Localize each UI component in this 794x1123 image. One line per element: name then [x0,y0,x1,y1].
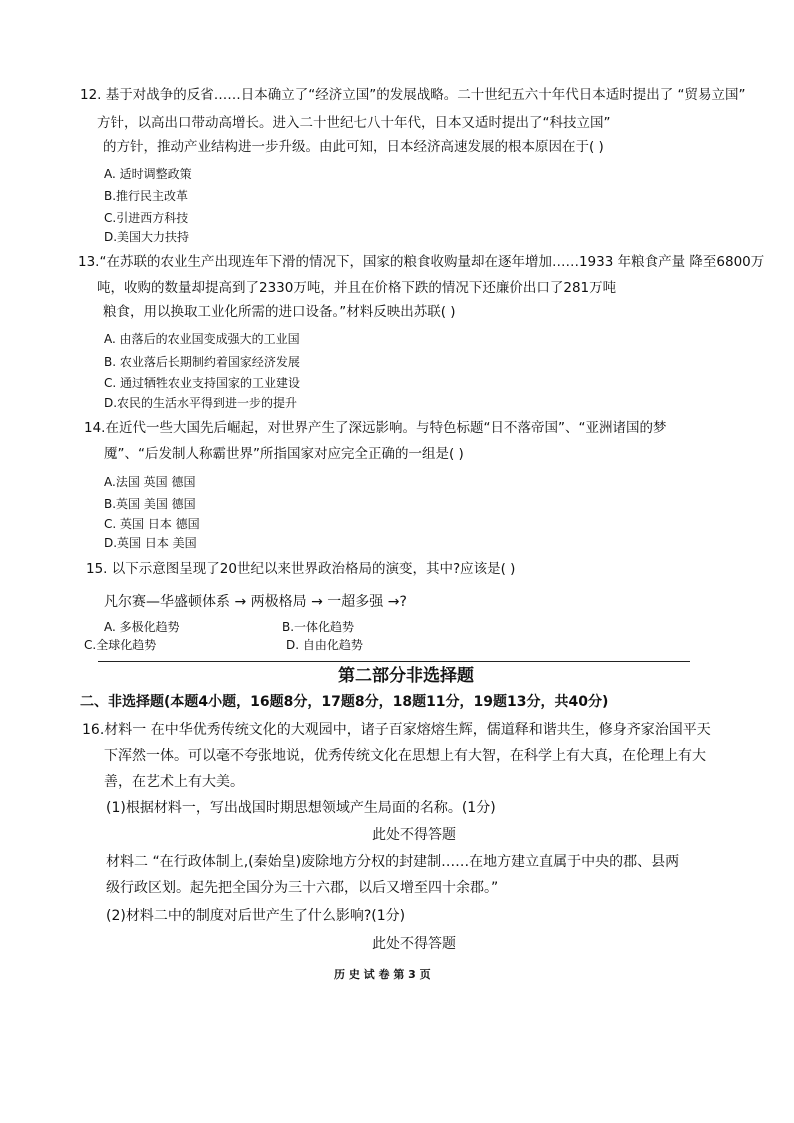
q16-subquestion-1: (1)根据材料一，写出战国时期思想领域产生局面的名称。(1分) [106,800,496,816]
q16-line-2: 下浑然一体。可以毫不夸张地说，优秀传统文化在思想上有大智，在科学上有大真，在伦理上有大 [104,748,706,764]
q14-option-c: C. 英国 日本 德国 [104,517,200,531]
q15-option-b: B.一体化趋势 [282,620,355,634]
section-divider [98,661,690,662]
q16-line-1: 16.材料一 在中华优秀传统文化的大观园中，诸子百家熔熔生辉，儒道释和谐共生，修身齐家治国平天 [82,722,711,738]
q12-line-1: 12. 基于对战争的反省……日本确立了“经济立国”的发展战略。二十世纪五六十年代日本适时提出了 “贸易立国” [80,87,746,103]
q13-option-b: B. 农业落后长期制约着国家经济发展 [104,355,300,369]
no-answer-zone-2: 此处不得答题 [372,936,456,952]
q16-material-2-line-2: 级行政区划。起先把全国分为三十六郡，以后又增至四十余郡。” [106,880,499,896]
q14-line-1: 14.在近代一些大国先后崛起，对世界产生了深远影响。与特色标题“日不落帝国”、“亚洲诸国的梦 [84,420,667,436]
part2-section-heading: 二、非选择题(本题4小题，16题8分，17题8分，18题11分，19题13分，共40分) [80,694,609,710]
q12-option-c: C.引进西方科技 [104,211,189,225]
q12-option-d: D.美国大力扶持 [104,230,190,244]
q13-option-c: C. 通过牺牲农业支持国家的工业建设 [104,376,301,390]
q15-option-c: C.全球化趋势 [84,638,157,652]
q13-line-1: 13.“在苏联的农业生产出现连年下滑的情况下，国家的粮食收购量却在逐年增加……1933 年粮食产量 降至6800万 [78,254,765,270]
q14-option-a: A.法国 英国 德国 [104,475,196,489]
q12-option-a: A. 适时调整政策 [104,167,192,181]
q12-line-2: 方针，以高出口带动高增长。进入二十世纪七八十年代，日本又适时提出了“科技立国” [97,115,611,131]
q14-option-b: B.英国 美国 德国 [104,497,196,511]
q13-option-a: A. 由落后的农业国变成强大的工业国 [104,332,300,346]
part2-title: 第二部分非选择题 [338,666,474,686]
q12-line-3: 的方针，推动产业结构进一步升级。由此可知，日本经济高速发展的根本原因在于( ) [103,139,604,155]
q16-subquestion-2: (2)材料二中的制度对后世产生了什么影响?(1分) [106,908,406,924]
no-answer-zone-1: 此处不得答题 [372,827,456,843]
q15-option-a: A. 多极化趋势 [104,620,180,634]
q14-line-2: 魇”、“后发制人称霸世界”所指国家对应完全正确的一组是( ) [104,446,464,462]
q15-option-d: D. 自由化趋势 [286,638,363,652]
q15-diagram: 凡尔赛—华盛顿体系 → 两极格局 → 一超多强 →? [104,594,407,610]
q13-line-2: 吨，收购的数量却提高到了2330万吨，并且在价格下跌的情况下还廉价出口了281万吨 [97,280,617,296]
page-footer: 历 史 试 卷 第 3 页 [334,968,431,981]
q14-option-d: D.英国 日本 美国 [104,536,197,550]
q13-line-3: 粮食，用以换取工业化所需的进口设备。”材料反映出苏联( ) [103,304,456,320]
q16-material-2-line-1: 材料二 “在行政体制上,(秦始皇)废除地方分权的封建制……在地方建立直属于中央的郡、县两 [106,854,680,870]
q16-line-3: 善，在艺术上有大美。 [104,774,244,790]
q12-option-b: B.推行民主改革 [104,189,189,203]
q13-option-d: D.农民的生活水平得到进一步的提升 [104,396,298,410]
q15-line-1: 15. 以下示意图呈现了20世纪以来世界政治格局的演变，其中?应该是( ) [86,561,516,577]
